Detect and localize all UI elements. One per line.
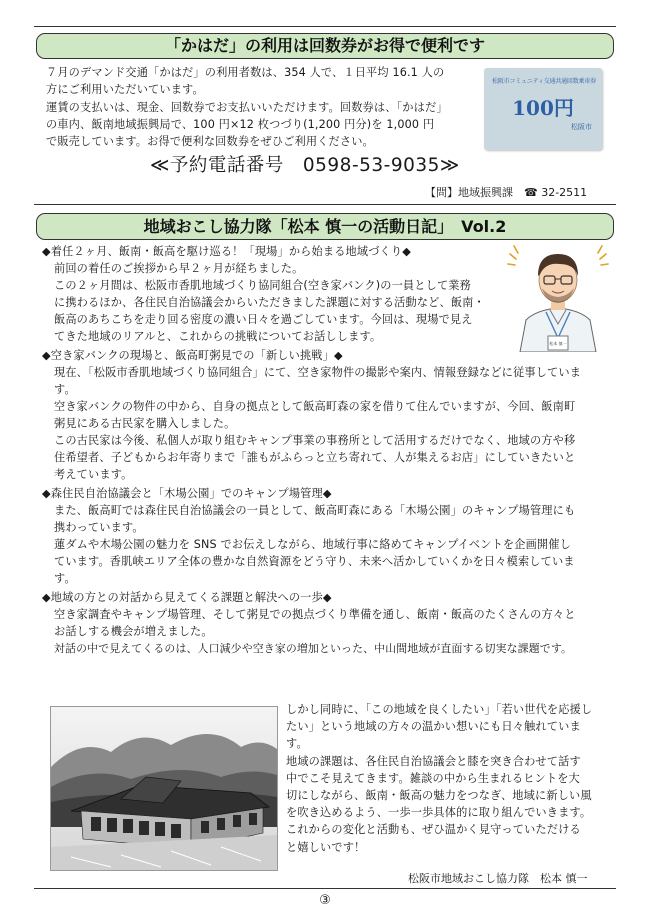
building-photo [50, 706, 278, 871]
block-line: 粥見にある古民家を購入しました。 [54, 417, 236, 430]
block-line: お話しする機会が増えました。 [54, 625, 213, 638]
block-line: 住希望者、子どもからお年寄りまで「誰もがふらっと立ち寄れて、人が集えるお店」にしていきたいと [54, 451, 576, 464]
top-rule [34, 26, 616, 27]
block-line: に携わるほか、各住民自治協議会からいただきました課題に対する活動など、飯南・ [54, 296, 485, 309]
block-line: 携わっています。 [54, 521, 144, 534]
block-line: 蓮ダムや木場公園の魅力を SNS でお伝えしながら、地域行事に絡めてキャンプイベントを企画開催し [54, 538, 571, 551]
block-line: この古民家は今後、私個人が取り組むキャンプ事業の事務所として活用するだけでなく、地域の方や移 [54, 434, 576, 447]
bottom-rule [34, 888, 616, 889]
block-line: 空き家調査やキャンプ場管理、そして粥見での拠点づくり準備を通し、飯南・飯高のたくさんの方々と [54, 608, 576, 621]
right-line: を吹き込めるよう、一歩一歩具体的に取り組んでいきます。 [286, 806, 592, 820]
section2-body [42, 243, 610, 657]
section2-header [36, 213, 614, 240]
section2-title: 地域おこし協力隊「松本 慎一の活動日記」 Vol.2 [143, 217, 507, 236]
section1-line: 運賃の支払いは、現金、回数券でお支払いいただけます。回数券は、「かはだ」 [46, 100, 448, 114]
section1-body [46, 64, 476, 150]
block-heading: ◆着任２ヶ月、飯南・飯高を駆け巡る！「現場」から始まる地域づくり◆ [42, 245, 411, 258]
block-heading: ◆空き家バンクの現場と、飯高町粥見での「新しい挑戦」◆ [42, 349, 343, 362]
block-line: この２ヶ月間は、松阪市香肌地域づくり協同組合(空き家バンク)の一員として業務 [54, 279, 471, 292]
right-line: これからの変化と活動も、ぜひ温かく見守っていただける [286, 823, 581, 837]
right-text [286, 701, 614, 856]
right-line: 地域の課題は、各住民自治協議会と膝を突き合わせて話す [286, 754, 581, 768]
block-line: す。 [54, 572, 76, 585]
block-line: 考えています。 [54, 468, 133, 481]
right-line: す。 [286, 737, 308, 751]
phone-line: ≪予約電話番号 0598-53-9035≫ [150, 155, 460, 176]
mid-rule [34, 204, 616, 205]
block-line: 現在、「松阪市香肌地域づくり協同組合」にて、空き家物件の撮影や案内、情報登録などに従事していま [54, 366, 582, 379]
block-line: てきた地域のリアルと、これからの挑戦についてお話しします。 [54, 330, 382, 343]
section1-line: ７月のデマンド交通「かはだ」の利用者数は、354 人で、１日平均 16.1 人の [46, 66, 445, 79]
block-heading: ◆森住民自治協議会と「木場公園」でのキャンプ場管理◆ [42, 487, 332, 500]
inquiry-text: 【問】地域振興課 ☎ 32-2511 [425, 186, 588, 199]
right-line: と嬉しいです！ [286, 840, 366, 854]
right-line: たい」という地域の方々の温かい想いにも日々触れていま [286, 720, 581, 734]
block-line: 前回の着任のご挨拶から早２ヶ月が経ちました。 [54, 262, 304, 275]
section1-title: 「かはだ」の利用は回数券がお得で便利です [164, 36, 485, 55]
ticket-city: 松阪市 [571, 123, 592, 131]
section1-line: 方にご利用いただいています。 [46, 83, 204, 97]
right-line: 切にしながら、飯南・飯高の魅力をつなぎ、地域に新しい風 [286, 788, 592, 802]
block-line: 空き家バンクの物件の中から、自身の拠点として飯高町森の家を借りて住んでいますが、今回、飯南町 [54, 400, 576, 413]
section1-line: の車内、飯南地域振興局で、100 円×12 枚つづり(1,200 円分)を 1,000 円 [46, 117, 435, 131]
block-line: す。 [54, 383, 76, 396]
block-line: また、飯高町では森住民自治協議会の一員として、飯高町森にある「木場公園」のキャンプ場管理にも [54, 504, 576, 517]
ticket-image [484, 68, 602, 150]
right-line: 中でこそ見えてきます。雑談の中から生まれるヒントを大 [286, 771, 580, 785]
right-line: しかし同時に、「この地域を良くしたい」「若い世代を応援し [286, 703, 593, 716]
section1-line: で販売しています。お得で便利な回数券をぜひご利用ください。 [46, 135, 374, 149]
block-heading: ◆地域の方との対話から見えてくる課題と解決への一歩◆ [42, 591, 332, 604]
block-line: 対話の中で見えてくるのは、人口減少や空き家の増加といった、中山間地域が直面する切実な課題です。 [54, 642, 573, 655]
signature: 松阪市地域おこし協力隊 松本 慎一 [408, 872, 588, 885]
section1-header [36, 33, 614, 59]
block-line: 飯高のあちこちを走り回る密度の濃い日々を過ごしています。今回は、現場で見え [54, 313, 473, 326]
page-number: ③ [319, 893, 331, 908]
badge-label: 松本 慎一 [549, 341, 567, 346]
ticket-top: 松阪市コミュニティ交通共通回数乗車券 [492, 78, 596, 85]
block-line: ています。香肌峡エリア全体の豊かな自然資源をどう守り、未来へ活かしていくかを日々模索していま [54, 555, 575, 568]
ticket-amount: 100円 [512, 96, 574, 120]
inquiry-line [425, 184, 587, 200]
